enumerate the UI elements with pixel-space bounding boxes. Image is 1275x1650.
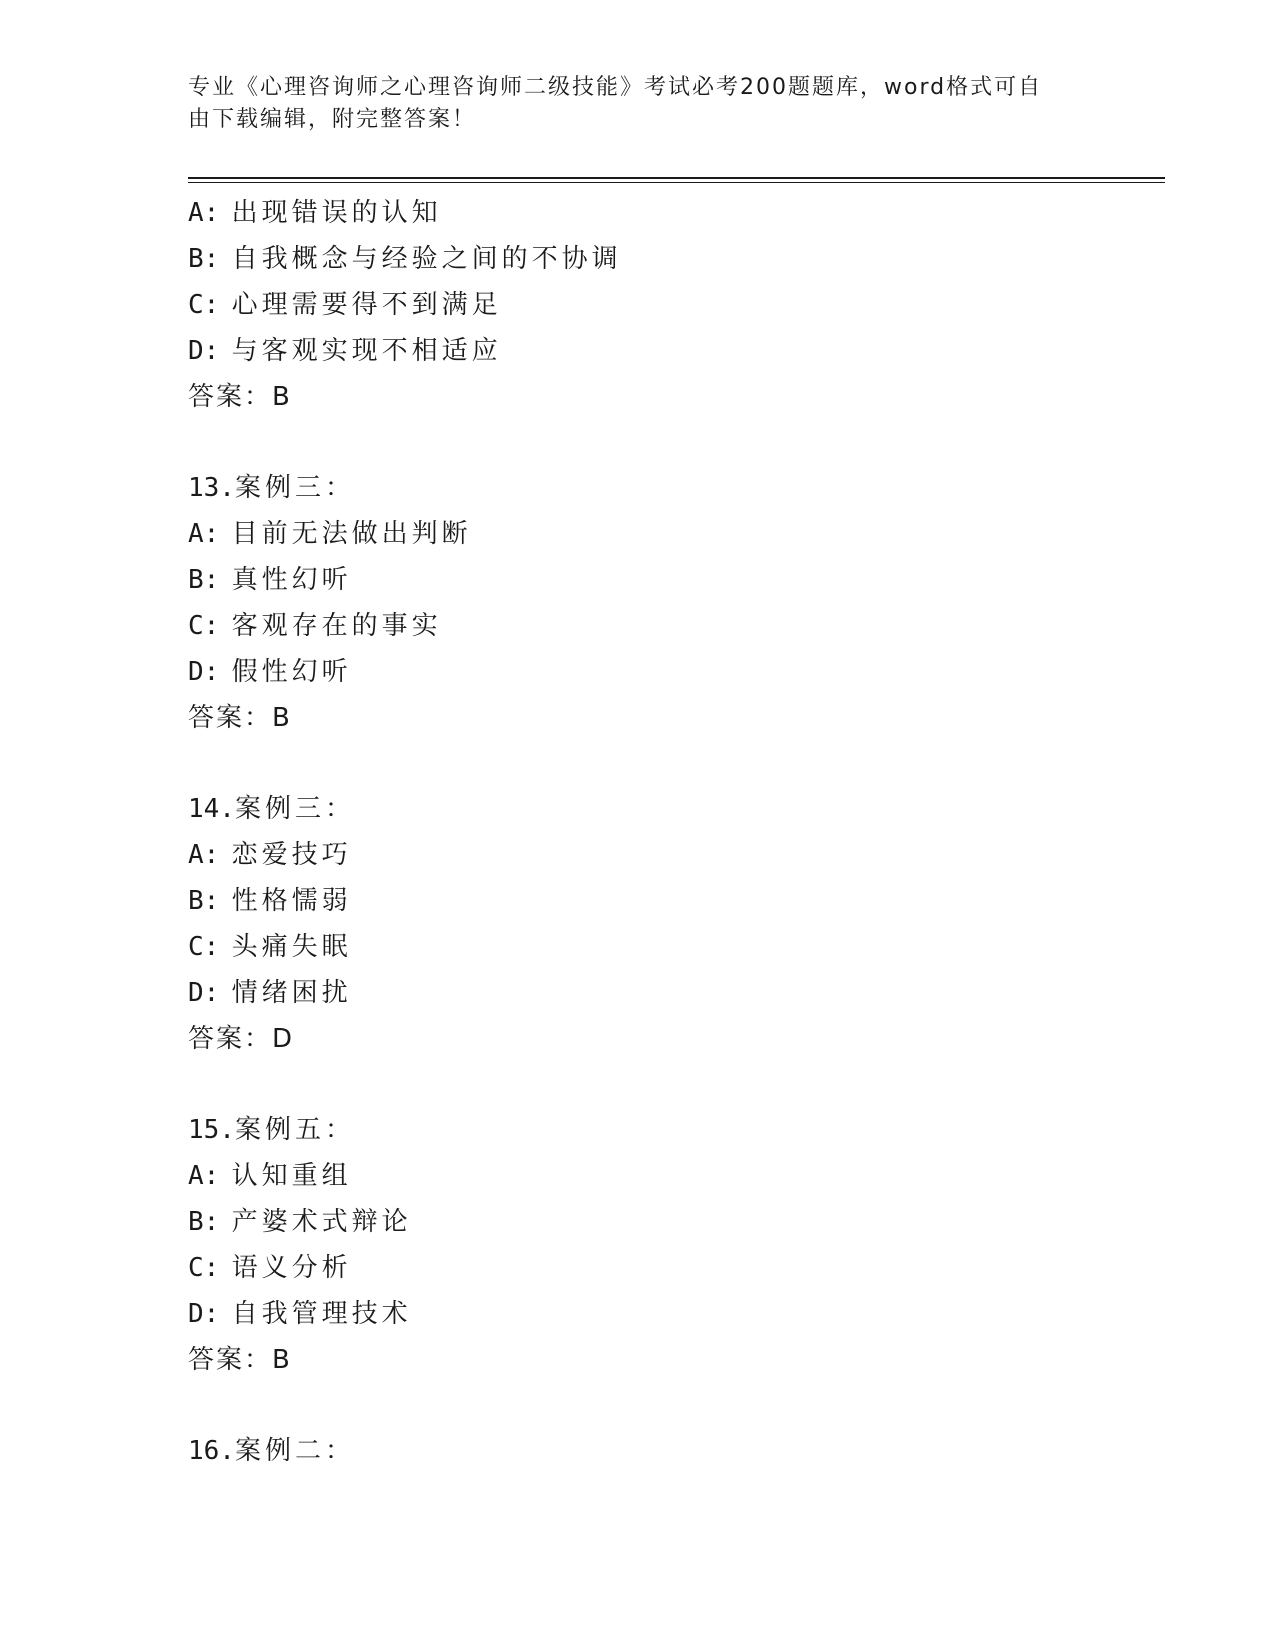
- question-title: [188, 1428, 1165, 1474]
- spacer: [188, 1383, 1165, 1428]
- option-text: 假性幻听: [231, 657, 352, 687]
- question-text: 案例二：: [234, 1436, 355, 1466]
- option-text: 恋爱技巧: [231, 840, 352, 870]
- option-letter: D:: [188, 978, 220, 1008]
- option-b: [188, 1199, 1165, 1245]
- option-letter: B:: [188, 565, 220, 595]
- option-letter: A:: [188, 840, 220, 870]
- option-c: [188, 924, 1165, 970]
- question-title: [188, 1107, 1165, 1153]
- option-c: [188, 282, 1165, 328]
- option-c: [188, 1245, 1165, 1291]
- answer-line: 答案：B: [188, 703, 292, 733]
- document-header: [188, 72, 1068, 136]
- option-a: [188, 1153, 1165, 1199]
- option-text: 性格懦弱: [231, 886, 352, 916]
- answer-line: 答案：D: [188, 1024, 295, 1054]
- option-letter: A:: [188, 198, 220, 228]
- option-text: 与客观实现不相适应: [231, 336, 502, 366]
- option-a: [188, 511, 1165, 557]
- option-letter: B:: [188, 1207, 220, 1237]
- header-line-1: 专业《心理咨询师之心理咨询师二级技能》考试必考200题题库，word格式可自: [188, 75, 1043, 100]
- question-title: [188, 465, 1165, 511]
- option-b: [188, 236, 1165, 282]
- option-text: 出现错误的认知: [231, 198, 442, 228]
- option-text: 客观存在的事实: [231, 611, 442, 641]
- option-letter: D:: [188, 657, 220, 687]
- question-block-16: [188, 1428, 1165, 1474]
- question-title: [188, 786, 1165, 832]
- option-letter: D:: [188, 336, 220, 366]
- option-letter: A:: [188, 519, 220, 549]
- question-number: 16.: [188, 1436, 235, 1466]
- option-letter: C:: [188, 932, 220, 962]
- question-text: 案例三：: [234, 794, 355, 824]
- option-text: 产婆术式辩论: [231, 1207, 412, 1237]
- option-d: [188, 1291, 1165, 1337]
- option-a: [188, 832, 1165, 878]
- option-text: 真性幻听: [231, 565, 352, 595]
- option-d: [188, 649, 1165, 695]
- question-text: 案例五：: [234, 1115, 355, 1145]
- question-block-13: [188, 465, 1165, 741]
- header-divider-thin: [188, 182, 1165, 183]
- option-c: [188, 603, 1165, 649]
- question-list: [188, 190, 1165, 1474]
- answer-line: 答案：B: [188, 1345, 292, 1375]
- question-number: 13.: [188, 473, 235, 503]
- option-b: [188, 878, 1165, 924]
- option-d: [188, 970, 1165, 1016]
- option-text: 心理需要得不到满足: [231, 290, 502, 320]
- option-letter: B:: [188, 886, 220, 916]
- spacer: [188, 420, 1165, 465]
- question-block-partial: [188, 190, 1165, 420]
- spacer: [188, 741, 1165, 786]
- option-d: [188, 328, 1165, 374]
- option-text: 自我管理技术: [231, 1299, 412, 1329]
- option-letter: C:: [188, 1253, 220, 1283]
- option-a: [188, 190, 1165, 236]
- option-letter: C:: [188, 290, 220, 320]
- spacer: [188, 1062, 1165, 1107]
- header-line-2: 由下载编辑，附完整答案！: [188, 107, 477, 132]
- question-number: 14.: [188, 794, 235, 824]
- question-number: 15.: [188, 1115, 235, 1145]
- option-text: 头痛失眠: [231, 932, 352, 962]
- option-letter: A:: [188, 1161, 220, 1191]
- question-text: 案例三：: [234, 473, 355, 503]
- option-letter: C:: [188, 611, 220, 641]
- option-text: 语义分析: [231, 1253, 352, 1283]
- option-text: 自我概念与经验之间的不协调: [231, 244, 622, 274]
- option-text: 目前无法做出判断: [231, 519, 472, 549]
- header-divider-thick: [188, 177, 1165, 179]
- option-letter: B:: [188, 244, 220, 274]
- answer-line: 答案：B: [188, 382, 292, 412]
- option-b: [188, 557, 1165, 603]
- option-letter: D:: [188, 1299, 220, 1329]
- option-text: 认知重组: [231, 1161, 352, 1191]
- option-text: 情绪困扰: [231, 978, 352, 1008]
- question-block-14: [188, 786, 1165, 1062]
- question-block-15: [188, 1107, 1165, 1383]
